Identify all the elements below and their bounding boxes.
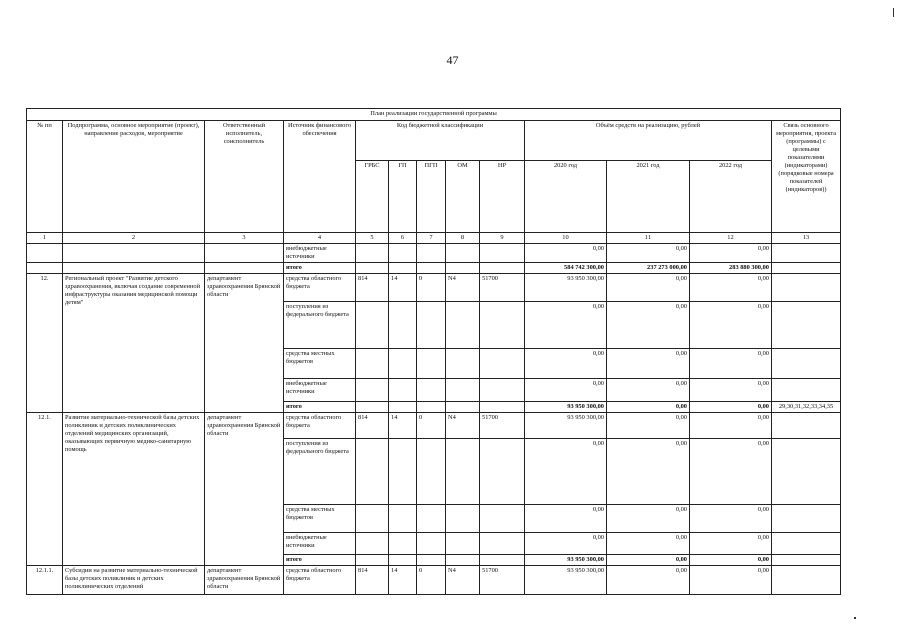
om-cell: N4: [446, 274, 480, 302]
header-link: Связь основного мероприятия, проекта (программы) с целевыми показателями (индикаторами) (порядковые номера показателей (индикаторов)): [772, 121, 841, 233]
value-2021: 0,00: [607, 302, 690, 349]
value-2022: 0,00: [690, 533, 772, 555]
header-num: № пп: [27, 121, 63, 233]
source-cell: средства местных бюджетов: [284, 505, 356, 533]
source-cell: итого: [284, 263, 356, 274]
activity-name: Развитие материально-технической базы детских поликлиник и детских поликлинических отделений медицинских организаций, оказывающих первичную медико-санитарную помощь: [63, 413, 205, 566]
source-cell: поступления из федерального бюджета: [284, 302, 356, 349]
col-number: 4: [284, 233, 356, 244]
value-2022: 0,00: [690, 349, 772, 379]
col-number: 8: [446, 233, 480, 244]
header-2022: 2022 год: [690, 161, 772, 233]
value-2022: 0,00: [690, 402, 772, 413]
value-2022: 0,00: [690, 555, 772, 566]
col-number: 12: [690, 233, 772, 244]
grbs-cell: 814: [356, 274, 389, 302]
value-2022: 0,00: [690, 244, 772, 263]
value-2022: 283 880 300,00: [690, 263, 772, 274]
header-np: НР: [480, 161, 525, 233]
value-2022: 0,00: [690, 413, 772, 439]
value-2020: 0,00: [525, 349, 607, 379]
col-number: 3: [205, 233, 284, 244]
om-cell: N4: [446, 566, 480, 595]
value-2020: 93 950 300,00: [525, 274, 607, 302]
pgp-cell: 0: [417, 274, 446, 302]
header-volume: Объём средств на реализацию, рублей: [525, 121, 772, 161]
header-2021: 2021 год: [607, 161, 690, 233]
col-number: 6: [389, 233, 417, 244]
col-number: 1: [27, 233, 63, 244]
table-row: [27, 274, 841, 302]
source-cell: итого: [284, 555, 356, 566]
value-2022: 0,00: [690, 302, 772, 349]
executor-cell: департамент здравоохранения Брянской области: [205, 274, 284, 413]
header-grbs: ГРБС: [356, 161, 389, 233]
table-row: [27, 413, 841, 439]
value-2022: 0,00: [690, 439, 772, 505]
gp-cell: 14: [389, 274, 417, 302]
table-row-total: [27, 263, 841, 274]
source-cell: внебюджетные источники: [284, 533, 356, 555]
table-title-row: [27, 109, 841, 121]
activity-name: Субсидии на развитие материально-технической базы детских поликлиник и детских поликлинических отделений: [63, 566, 205, 595]
source-cell: средства областного бюджета: [284, 274, 356, 302]
col-number: 10: [525, 233, 607, 244]
col-number: 5: [356, 233, 389, 244]
header-om: ОМ: [446, 161, 480, 233]
np-cell: 51700: [480, 413, 525, 439]
value-2021: 0,00: [607, 402, 690, 413]
executor-cell: департамент здравоохранения Брянской области: [205, 566, 284, 595]
value-2021: 0,00: [607, 274, 690, 302]
header-name: Подпрограмма, основное мероприятие (проект), направление расходов, мероприятие: [63, 121, 205, 233]
value-2021: 0,00: [607, 555, 690, 566]
col-number: 7: [417, 233, 446, 244]
value-2021: 0,00: [607, 379, 690, 402]
table-title: План реализации государственной программы: [27, 109, 841, 121]
value-2020: 0,00: [525, 533, 607, 555]
activity-name: Региональный проект "Развитие детского здравоохранения, включая создание современной инфраструктуры оказания медицинской помощи детям": [63, 274, 205, 413]
header-gp: ГП: [389, 161, 417, 233]
value-2021: 0,00: [607, 349, 690, 379]
value-2021: 0,00: [607, 566, 690, 595]
value-2020: 0,00: [525, 244, 607, 263]
col-number: 2: [63, 233, 205, 244]
value-2021: 0,00: [607, 439, 690, 505]
value-2022: 0,00: [690, 505, 772, 533]
source-cell: поступления из федерального бюджета: [284, 439, 356, 505]
header-row-1: [27, 121, 841, 161]
header-budget-code: Код бюджетной классификации: [356, 121, 525, 161]
source-cell: средства областного бюджета: [284, 413, 356, 439]
table-row: [27, 244, 841, 263]
grbs-cell: 814: [356, 413, 389, 439]
col-number: 11: [607, 233, 690, 244]
gp-cell: 14: [389, 566, 417, 595]
source-cell: итого: [284, 402, 356, 413]
value-2020: 0,00: [525, 439, 607, 505]
value-2022: 0,00: [690, 566, 772, 595]
column-numbers-row: [27, 233, 841, 244]
value-2020: 93 950 300,00: [525, 402, 607, 413]
executor-cell: департамент здравоохранения Брянской области: [205, 413, 284, 566]
value-2022: 0,00: [690, 274, 772, 302]
source-cell: внебюджетные источники: [284, 244, 356, 263]
value-2020: 93 950 300,00: [525, 413, 607, 439]
gp-cell: 14: [389, 413, 417, 439]
col-number: 9: [480, 233, 525, 244]
table-row: [27, 566, 841, 595]
value-2020: 93 950 300,00: [525, 566, 607, 595]
row-number: 12.1.: [27, 413, 63, 566]
header-executor: Ответственный исполнитель, соисполнитель: [205, 121, 284, 233]
value-2020: 584 742 300,00: [525, 263, 607, 274]
grbs-cell: 814: [356, 566, 389, 595]
page-number: 47: [446, 53, 459, 67]
header-2020: 2020 год: [525, 161, 607, 233]
value-2020: 0,00: [525, 505, 607, 533]
value-2021: 0,00: [607, 533, 690, 555]
np-cell: 51700: [480, 566, 525, 595]
col-number: 13: [772, 233, 841, 244]
value-2021: 0,00: [607, 413, 690, 439]
value-2021: 0,00: [607, 244, 690, 263]
value-2020: 93 950 300,00: [525, 555, 607, 566]
value-2020: 0,00: [525, 302, 607, 349]
pgp-cell: 0: [417, 413, 446, 439]
header-source: Источник финансового обеспечения: [284, 121, 356, 233]
value-2021: 237 273 000,00: [607, 263, 690, 274]
source-cell: внебюджетные источники: [284, 379, 356, 402]
np-cell: 51700: [480, 274, 525, 302]
scan-mark: [893, 8, 894, 17]
plan-table: [26, 108, 841, 595]
value-2022: 0,00: [690, 379, 772, 402]
source-cell: средства местных бюджетов: [284, 349, 356, 379]
header-pgp: ПГП: [417, 161, 446, 233]
row-number: 12.1.1.: [27, 566, 63, 595]
pgp-cell: 0: [417, 566, 446, 595]
value-2021: 0,00: [607, 505, 690, 533]
source-cell: средства областного бюджета: [284, 566, 356, 595]
row-number: 12.: [27, 274, 63, 413]
scan-mark: [854, 617, 856, 619]
indicator-link: 29,30,31,32,33,34,35: [772, 402, 841, 413]
om-cell: N4: [446, 413, 480, 439]
value-2020: 0,00: [525, 379, 607, 402]
